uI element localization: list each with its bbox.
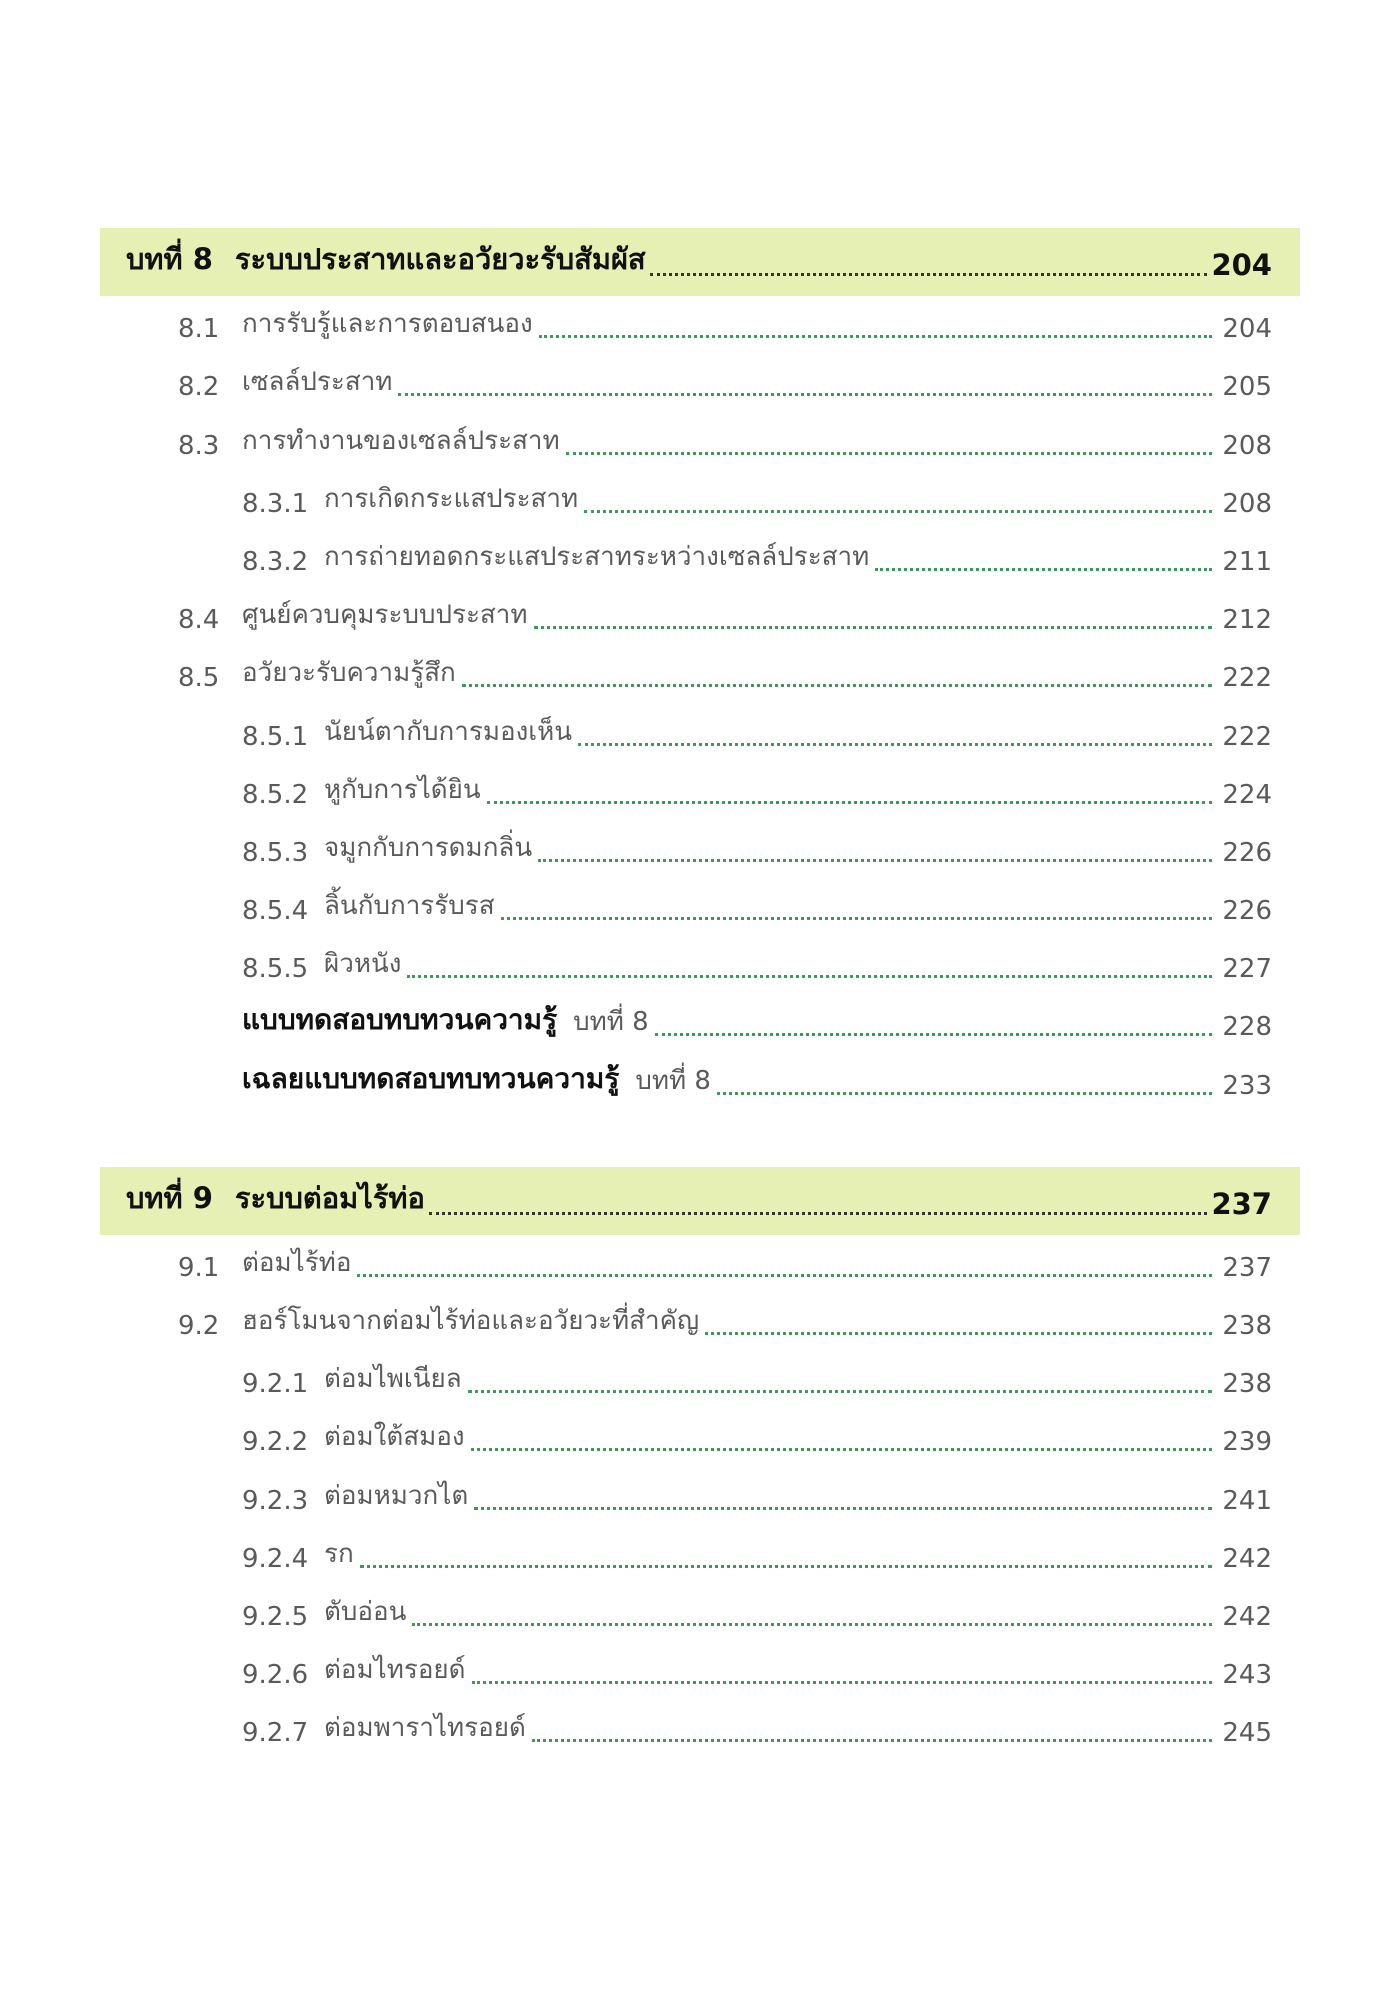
- chapter-8-entries: [100, 296, 1300, 1111]
- dot-leader: [532, 1739, 1213, 1742]
- toc-entry-8-5-5[interactable]: [100, 936, 1300, 994]
- section-title: อวัยวะรับความรู้สึก: [242, 658, 456, 689]
- section-number: 8.1: [178, 314, 220, 345]
- dot-leader: [539, 335, 1213, 338]
- section-title: รก: [324, 1538, 354, 1569]
- section-number: 9.2.2: [242, 1427, 309, 1458]
- page-number: 227: [1222, 954, 1272, 985]
- dot-leader: [501, 917, 1213, 920]
- toc-entry-8-5-2[interactable]: [100, 762, 1300, 820]
- toc-entry-9-1[interactable]: [100, 1235, 1300, 1293]
- page-number: 208: [1222, 488, 1272, 519]
- page-number: 245: [1222, 1718, 1272, 1749]
- chapter-page-number: 204: [1211, 248, 1272, 282]
- section-title: ต่อมไร้ท่อ: [242, 1247, 352, 1278]
- page-number: 242: [1222, 1543, 1272, 1574]
- chapter-9-heading[interactable]: [100, 1167, 1300, 1235]
- chapter-title: ระบบประสาทและอวัยวะรับสัมผัส: [234, 242, 646, 276]
- dot-leader: [538, 859, 1212, 862]
- toc-entry-8-3[interactable]: [100, 412, 1300, 470]
- section-number: 8.5: [178, 663, 220, 694]
- dot-leader: [717, 1092, 1212, 1095]
- dot-leader: [474, 1507, 1212, 1510]
- section-title: ผิวหนัง: [324, 949, 402, 980]
- toc-entry-8-3-1[interactable]: [100, 471, 1300, 529]
- dot-leader: [468, 1390, 1213, 1393]
- section-title: การรับรู้และการตอบสนอง: [242, 309, 533, 340]
- toc-entry-8-3-2[interactable]: [100, 529, 1300, 587]
- toc-entry-9-2-1[interactable]: [100, 1351, 1300, 1409]
- page-number: 228: [1222, 1012, 1272, 1043]
- section-number: 8.5.1: [242, 721, 309, 752]
- dot-leader: [650, 273, 1208, 276]
- page-number: 222: [1222, 721, 1272, 752]
- section-title: ตับอ่อน: [324, 1596, 407, 1627]
- section-title: ต่อมหมวกไต: [324, 1480, 469, 1511]
- dot-leader: [875, 568, 1212, 571]
- section-number: 9.2.4: [242, 1543, 309, 1574]
- toc-entry-8-5[interactable]: [100, 645, 1300, 703]
- section-title: ต่อมใต้สมอง: [324, 1422, 465, 1453]
- page-number: 239: [1222, 1427, 1272, 1458]
- dot-leader: [487, 801, 1213, 804]
- section-number: 8.5.3: [242, 837, 309, 868]
- toc-entry-9-2-7[interactable]: [100, 1700, 1300, 1758]
- section-title: ลิ้นกับการรับรส: [324, 891, 495, 922]
- section-title: การทำงานของเซลล์ประสาท: [242, 425, 560, 456]
- toc-entry-8-5-4[interactable]: [100, 878, 1300, 936]
- section-number: 9.2.7: [242, 1718, 309, 1749]
- section-number: 9.2.5: [242, 1601, 309, 1632]
- section-title: ฮอร์โมนจากต่อมไร้ท่อและอวัยวะที่สำคัญ: [242, 1306, 700, 1336]
- dot-leader: [584, 510, 1212, 513]
- toc-entry-8-5-3[interactable]: [100, 820, 1300, 878]
- toc-entry-9-2-2[interactable]: [100, 1409, 1300, 1467]
- toc-entry-review-quiz-8[interactable]: [100, 994, 1300, 1052]
- dot-leader: [471, 1448, 1213, 1451]
- section-number: 9.2.1: [242, 1369, 309, 1400]
- section-title: ต่อมไทรอยด์: [324, 1655, 466, 1686]
- page-number: 237: [1222, 1252, 1272, 1283]
- chapter-8-heading[interactable]: [100, 228, 1300, 296]
- section-number: 9.2: [178, 1311, 220, 1341]
- chapter-label: บทที่ 9: [126, 1180, 213, 1215]
- page-number: 205: [1222, 372, 1272, 403]
- toc-entry-8-1[interactable]: [100, 296, 1300, 354]
- dot-leader: [398, 393, 1212, 396]
- dot-leader: [462, 684, 1213, 687]
- dot-leader: [655, 1033, 1213, 1036]
- section-number: 8.5.5: [242, 954, 309, 985]
- page-number: 226: [1222, 896, 1272, 927]
- table-of-contents: [100, 228, 1300, 1758]
- dot-leader: [429, 1212, 1208, 1215]
- chapter-title: ระบบต่อมไร้ท่อ: [234, 1180, 425, 1215]
- toc-entry-9-2-5[interactable]: [100, 1584, 1300, 1642]
- toc-entry-review-answers-8[interactable]: [100, 1052, 1300, 1110]
- page-number: 238: [1222, 1311, 1272, 1341]
- page-number: 208: [1222, 430, 1272, 461]
- chapter-page-number: 237: [1211, 1186, 1272, 1221]
- toc-entry-8-5-1[interactable]: [100, 703, 1300, 761]
- dot-leader: [412, 1623, 1212, 1626]
- section-title: ต่อมพาราไทรอยด์: [324, 1713, 526, 1744]
- section-title: หูกับการได้ยิน: [324, 774, 481, 805]
- section-title: การเกิดกระแสประสาท: [324, 483, 579, 514]
- section-title: การถ่ายทอดกระแสประสาทระหว่างเซลล์ประสาท: [324, 541, 870, 572]
- toc-entry-9-2[interactable]: [100, 1293, 1300, 1351]
- dot-leader: [357, 1274, 1212, 1277]
- section-title: เซลล์ประสาท: [242, 367, 393, 398]
- page-number: 241: [1222, 1485, 1272, 1516]
- page-number: 224: [1222, 779, 1272, 810]
- chapter-spacer: [100, 1111, 1300, 1167]
- toc-entry-8-2[interactable]: [100, 354, 1300, 412]
- toc-entry-9-2-6[interactable]: [100, 1642, 1300, 1700]
- page-number: 204: [1222, 314, 1272, 345]
- dot-leader: [705, 1332, 1212, 1335]
- page-number: 226: [1222, 837, 1272, 868]
- section-number: 8.3.1: [242, 488, 309, 519]
- toc-entry-9-2-3[interactable]: [100, 1467, 1300, 1525]
- chapter-9-entries: [100, 1235, 1300, 1759]
- page-number: 242: [1222, 1601, 1272, 1632]
- section-number: 8.3: [178, 430, 220, 461]
- dot-leader: [534, 626, 1213, 629]
- review-title: เฉลยแบบทดสอบทบทวนความรู้: [242, 1061, 620, 1095]
- dot-leader: [407, 975, 1212, 978]
- page-number: 212: [1222, 605, 1272, 636]
- toc-entry-8-4[interactable]: [100, 587, 1300, 645]
- section-title: นัยน์ตากับการมองเห็น: [324, 716, 573, 747]
- section-number: 8.5.2: [242, 779, 309, 810]
- dot-leader: [472, 1681, 1213, 1684]
- page-number: 211: [1222, 546, 1272, 577]
- section-number: 8.5.4: [242, 896, 309, 927]
- section-number: 8.2: [178, 372, 220, 403]
- page-number: 233: [1222, 1070, 1272, 1101]
- section-number: 9.2.3: [242, 1485, 309, 1516]
- section-title: ศูนย์ควบคุมระบบประสาท: [242, 600, 528, 631]
- page-number: 243: [1222, 1660, 1272, 1691]
- section-number: 8.4: [178, 605, 220, 636]
- review-chapter-ref: บทที่ 8: [635, 1065, 711, 1096]
- review-chapter-ref: บทที่ 8: [573, 1007, 649, 1038]
- toc-entry-9-2-4[interactable]: [100, 1526, 1300, 1584]
- review-title: แบบทดสอบทบทวนความรู้: [242, 1003, 558, 1037]
- dot-leader: [360, 1565, 1213, 1568]
- section-number: 8.3.2: [242, 546, 309, 577]
- dot-leader: [578, 743, 1212, 746]
- section-title: ต่อมไพเนียล: [324, 1364, 462, 1395]
- dot-leader: [566, 452, 1213, 455]
- page-number: 238: [1222, 1369, 1272, 1400]
- section-number: 9.2.6: [242, 1660, 309, 1691]
- page-number: 222: [1222, 663, 1272, 694]
- section-title: จมูกกับการดมกลิ่น: [324, 832, 533, 863]
- chapter-label: บทที่ 8: [126, 242, 213, 276]
- section-number: 9.1: [178, 1252, 220, 1283]
